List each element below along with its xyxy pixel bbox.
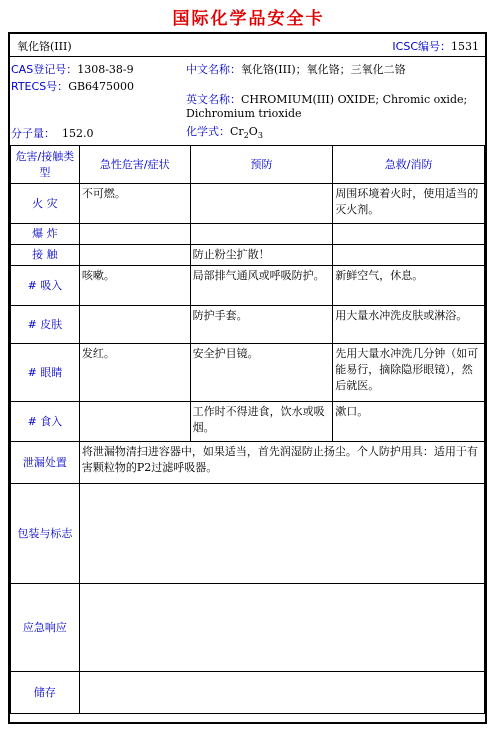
- table-row-spill: [11, 442, 485, 484]
- eyes-prevention: 安全护目镜。: [190, 344, 333, 402]
- row-label-contact: 接 触: [11, 245, 80, 266]
- en-name-value-2: Dichromium trioxide: [186, 107, 302, 120]
- cas-row: [11, 61, 134, 77]
- row-label-ingestion: # 食入: [11, 402, 80, 442]
- table-row-fire: [11, 184, 485, 224]
- skin-firstaid: 用大量水冲洗皮肤或淋浴。: [333, 306, 485, 344]
- row-label-packaging: 包装与标志: [11, 484, 80, 584]
- table-header-row: [11, 146, 485, 184]
- table-row-storage: [11, 672, 485, 714]
- en-name-value-1: CHROMIUM(III) OXIDE; Chromic oxide;: [241, 93, 468, 106]
- contact-firstaid: [333, 245, 485, 266]
- icsc-label: ICSC编号：: [392, 40, 451, 53]
- identification-block: [10, 57, 485, 146]
- mw-value: 152.0: [62, 127, 94, 140]
- mw-label: 分子量：: [11, 127, 55, 140]
- table-row-contact: [11, 245, 485, 266]
- skin-prevention: 防护手套。: [190, 306, 333, 344]
- packaging-text: [79, 484, 484, 584]
- table-row-ingestion: [11, 402, 485, 442]
- skin-acute: [79, 306, 190, 344]
- cn-name-label: 中文名称：: [186, 63, 241, 76]
- en-name-label: 英文名称：: [186, 93, 241, 106]
- row-label-skin: # 皮肤: [11, 306, 80, 344]
- inhalation-acute: 咳嗽。: [79, 266, 190, 306]
- en-name-row: [186, 91, 467, 107]
- ingestion-acute: [79, 402, 190, 442]
- hazard-table: [10, 145, 485, 714]
- eyes-acute: 发红。: [79, 344, 190, 402]
- inhalation-firstaid: 新鲜空气，休息。: [333, 266, 485, 306]
- ingestion-prevention: 工作时不得进食，饮水或吸烟。: [190, 402, 333, 442]
- row-label-explosion: 爆 炸: [11, 224, 80, 245]
- table-row-packaging: [11, 484, 485, 584]
- cas-value: 1308-38-9: [77, 63, 134, 76]
- rtecs-row: [11, 78, 134, 94]
- explosion-firstaid: [333, 224, 485, 245]
- cn-name-value: 氧化铬(III)；氧化铬；三氧化二铬: [241, 63, 406, 76]
- rtecs-value: GB6475000: [68, 80, 135, 93]
- row-label-storage: 储存: [11, 672, 80, 714]
- contact-acute: [79, 245, 190, 266]
- mw-row: [11, 125, 94, 141]
- col-acute-header: 急性危害/症状: [79, 146, 190, 184]
- storage-text: [79, 672, 484, 714]
- col-firstaid-header: 急救/消防: [333, 146, 485, 184]
- row-label-inhalation: # 吸入: [11, 266, 80, 306]
- cas-label: CAS登记号：: [11, 63, 78, 76]
- icsc-value: 1531: [451, 40, 479, 53]
- eyes-firstaid: 先用大量水冲洗几分钟（如可能易行，摘除隐形眼镜），然后就医。: [333, 344, 485, 402]
- row-label-fire: 火 灾: [11, 184, 80, 224]
- fire-acute: 不可燃。: [79, 184, 190, 224]
- table-row-emergency: [11, 584, 485, 672]
- contact-prevention: 防止粉尘扩散！: [190, 245, 333, 266]
- col-prevention-header: 预防: [190, 146, 333, 184]
- formula-row: [186, 123, 263, 140]
- chemical-name: 氧化铬(III): [17, 40, 72, 53]
- inhalation-prevention: 局部排气通风或呼吸防护。: [190, 266, 333, 306]
- emergency-text: [79, 584, 484, 672]
- formula-sub-2: 3: [257, 131, 263, 141]
- fire-firstaid: 周围环境着火时，使用适当的灭火剂。: [333, 184, 485, 224]
- col-type-header: 危害/接触类型: [11, 146, 80, 184]
- formula-o: O: [248, 125, 258, 138]
- rtecs-label: RTECS号：: [11, 80, 69, 93]
- explosion-acute: [79, 224, 190, 245]
- card-title: 国际化学品安全卡: [172, 9, 325, 29]
- card-header: [10, 34, 485, 57]
- row-label-eyes: # 眼睛: [11, 344, 80, 402]
- formula-sub-1: 2: [243, 131, 249, 141]
- en-name-row-2: [186, 107, 302, 120]
- cn-name-row: [186, 61, 406, 77]
- table-row-inhalation: [11, 266, 485, 306]
- fire-prevention: [190, 184, 333, 224]
- icsc-number: [392, 38, 479, 54]
- spill-text: 将泄漏物清扫进容器中，如果适当，首先润湿防止扬尘。个人防护用具：适用于有害颗粒物的P2过滤呼吸器。: [79, 442, 484, 484]
- row-label-emergency: 应急响应: [11, 584, 80, 672]
- ingestion-firstaid: 漱口。: [333, 402, 485, 442]
- formula-label: 化学式：: [186, 125, 230, 138]
- row-label-spill: 泄漏处置: [11, 442, 80, 484]
- safety-card: [8, 32, 487, 724]
- explosion-prevention: [190, 224, 333, 245]
- table-row-eyes: [11, 344, 485, 402]
- table-row-skin: [11, 306, 485, 344]
- table-row-explosion: [11, 224, 485, 245]
- formula-cr: Cr: [230, 125, 244, 138]
